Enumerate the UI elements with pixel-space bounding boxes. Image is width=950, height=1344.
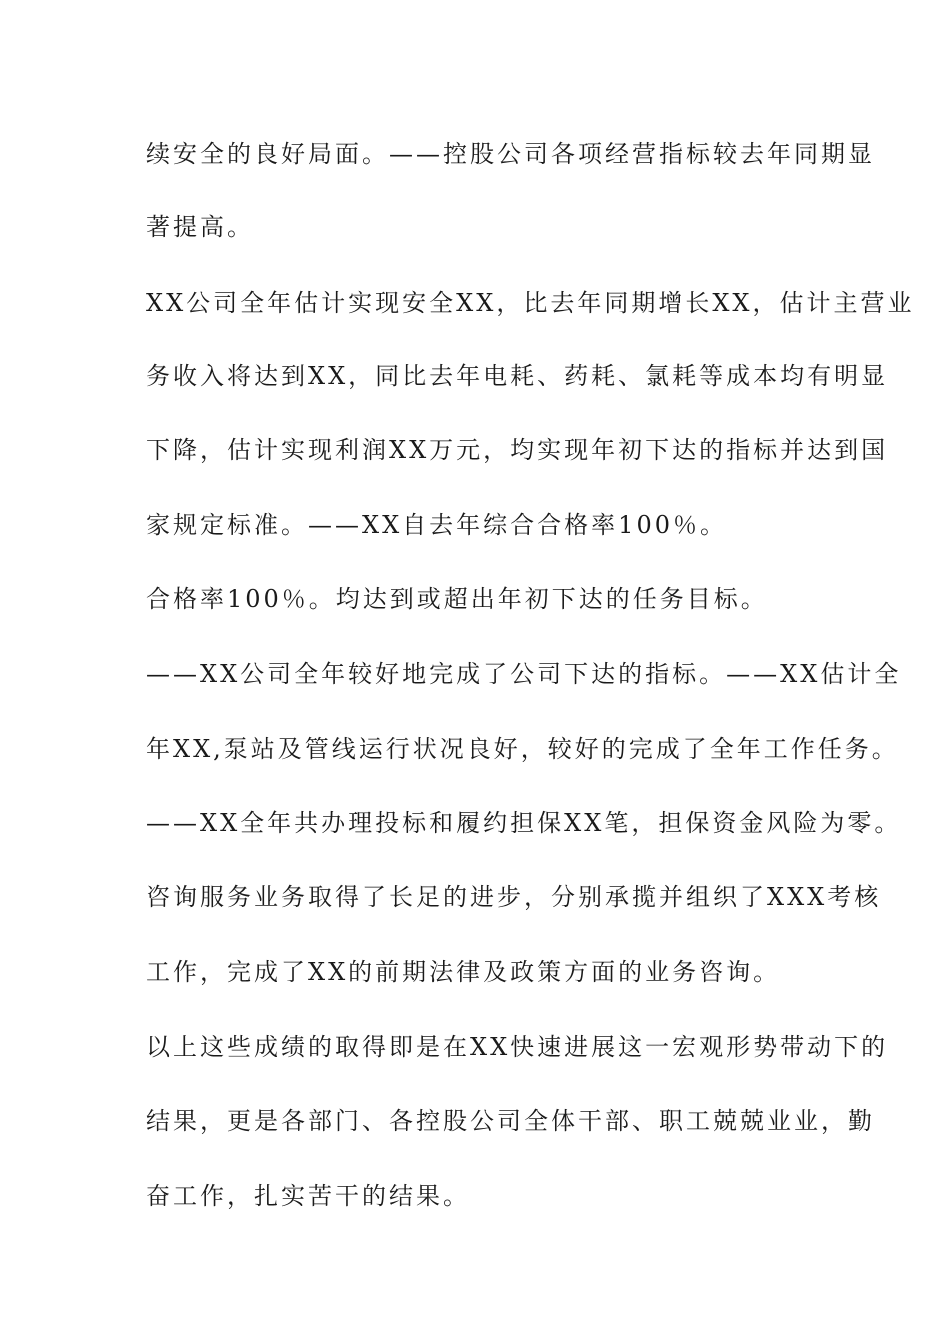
text-line: 续安全的良好局面。——控股公司各项经营指标较去年同期显 bbox=[146, 140, 875, 168]
text-line: 工作，完成了XX的前期法律及政策方面的业务咨询。 bbox=[146, 958, 781, 986]
text-line: 奋工作，扎实苦干的结果。 bbox=[146, 1182, 470, 1210]
text-line: 务收入将达到XX，同比去年电耗、药耗、氯耗等成本均有明显 bbox=[146, 362, 889, 390]
text-line: 以上这些成绩的取得即是在XX快速进展这一宏观形势带动下的 bbox=[146, 1033, 889, 1061]
text-line: 年XX,泵站及管线运行状况良好，较好的完成了全年工作任务。 bbox=[146, 735, 899, 763]
text-line: 家规定标准。——XX自去年综合合格率100％。 bbox=[146, 511, 727, 539]
text-line: ——XX全年共办理投标和履约担保XX笔，担保资金风险为零。 bbox=[146, 809, 902, 837]
text-line: 合格率100％。均达到或超出年初下达的任务目标。 bbox=[146, 585, 768, 613]
text-line: 结果，更是各部门、各控股公司全体干部、职工兢兢业业，勤 bbox=[146, 1107, 875, 1135]
text-line: ——XX公司全年较好地完成了公司下达的指标。——XX估计全 bbox=[146, 660, 902, 688]
text-line: XX公司全年估计实现安全XX，比去年同期增长XX，估计主营业 bbox=[146, 289, 915, 317]
text-line: 咨询服务业务取得了长足的进步，分别承揽并组织了XXX考核 bbox=[146, 883, 882, 911]
text-line: 著提高。 bbox=[146, 213, 254, 241]
text-line: 下降，估计实现利润XX万元，均实现年初下达的指标并达到国 bbox=[146, 436, 889, 464]
